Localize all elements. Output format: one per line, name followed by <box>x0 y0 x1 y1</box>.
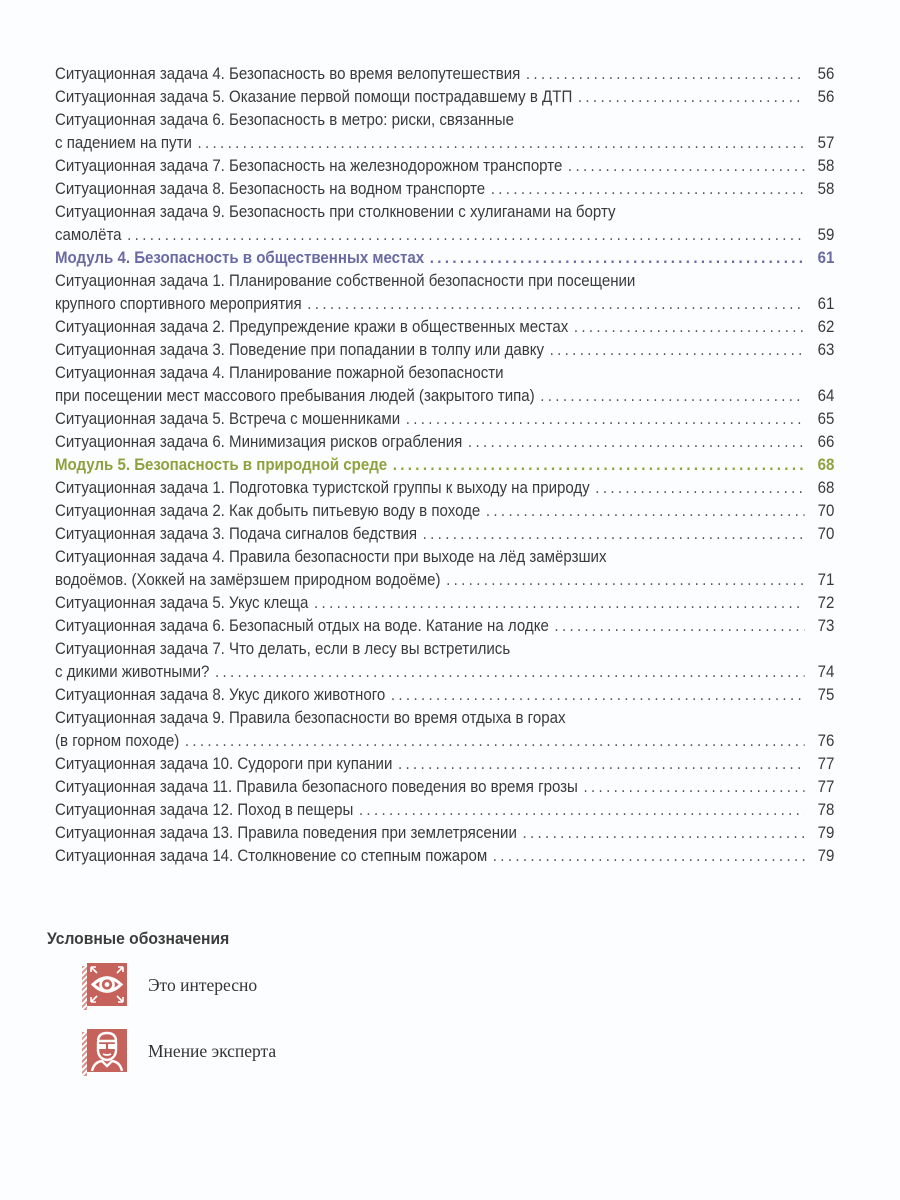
leader-dots <box>550 339 805 362</box>
toc-page-number: 71 <box>817 571 835 589</box>
toc-entry <box>55 615 834 638</box>
leader-dots <box>486 500 805 523</box>
toc-entry-title: Ситуационная задача 10. Судороги при купании <box>55 755 393 773</box>
eye-icon <box>82 963 130 1008</box>
leader-dots <box>423 523 805 546</box>
toc-line <box>55 431 834 454</box>
table-of-contents <box>55 63 834 868</box>
legend-label: Мнение эксперта <box>148 1041 277 1061</box>
leader-dots <box>554 615 804 638</box>
toc-entry-title: Ситуационная задача 12. Поход в пещеры <box>55 801 354 819</box>
toc-entry <box>55 477 834 500</box>
toc-entry <box>55 546 834 592</box>
toc-page-number: 64 <box>817 387 835 405</box>
leader-dots <box>430 247 805 270</box>
toc-entry-title: Ситуационная задача 2. Как добыть питьевую воду в походе <box>55 502 481 520</box>
toc-page-number: 61 <box>817 295 835 313</box>
toc-page-number: 56 <box>817 88 835 106</box>
legend-label: Это интересно <box>148 975 258 995</box>
toc-line <box>55 247 834 270</box>
toc-entry <box>55 63 834 86</box>
toc-line <box>55 293 834 316</box>
leader-dots <box>568 155 805 178</box>
toc-line <box>55 155 834 178</box>
toc-page-number: 58 <box>817 157 835 175</box>
leader-dots <box>493 845 805 868</box>
legend <box>47 929 276 1074</box>
toc-entry-title: Ситуационная задача 4. Планирование пожарной безопасности <box>55 364 504 382</box>
toc-entry-title: Ситуационная задача 3. Поведение при попадании в толпу или давку <box>55 341 545 359</box>
toc-entry-title: Ситуационная задача 6. Минимизация рисков ограбления <box>55 433 463 451</box>
toc-entry-title: при посещении мест массового пребывания людей (закрытого типа) <box>55 387 535 405</box>
toc-line <box>55 753 834 776</box>
leader-dots <box>185 730 805 753</box>
toc-page-number: 65 <box>817 410 835 428</box>
leader-dots <box>391 684 805 707</box>
toc-entry-title: Ситуационная задача 11. Правила безопасного поведения во время грозы <box>55 778 578 796</box>
toc-entry-title: Ситуационная задача 14. Столкновение со степным пожаром <box>55 847 488 865</box>
toc-line <box>55 500 834 523</box>
leader-dots <box>197 132 804 155</box>
toc-entry-title: Модуль 4. Безопасность в общественных местах <box>55 249 425 267</box>
toc-page-number: 79 <box>817 847 835 865</box>
leader-dots <box>574 316 805 339</box>
toc-entry-title: Ситуационная задача 13. Правила поведения при землетрясении <box>55 824 517 842</box>
leader-dots <box>522 822 804 845</box>
toc-entry <box>55 638 834 684</box>
toc-entry-title: Ситуационная задача 8. Безопасность на водном транспорте <box>55 180 486 198</box>
toc-entry <box>55 339 834 362</box>
toc-entry-title: Ситуационная задача 9. Безопасность при столкновении с хулиганами на борту <box>55 203 616 221</box>
toc-entry <box>55 408 834 431</box>
toc-line <box>55 339 834 362</box>
toc-line <box>55 454 834 477</box>
toc-line <box>55 546 834 569</box>
toc-entry <box>55 362 834 408</box>
toc-page-number: 68 <box>817 479 835 497</box>
toc-page-number: 70 <box>817 525 835 543</box>
toc-line <box>55 523 834 546</box>
toc-page-number: 59 <box>817 226 835 244</box>
toc-entry <box>55 684 834 707</box>
toc-page-number: 77 <box>817 755 835 773</box>
toc-entry <box>55 431 834 454</box>
toc-line <box>55 109 834 132</box>
toc-line <box>55 730 834 753</box>
toc-page-number: 72 <box>817 594 835 612</box>
toc-page-number: 57 <box>817 134 835 152</box>
leader-dots <box>578 86 805 109</box>
toc-page-number: 76 <box>817 732 835 750</box>
toc-entry-title: Ситуационная задача 4. Правила безопасности при выходе на лёд замёрзших <box>55 548 607 566</box>
leader-dots <box>127 224 804 247</box>
toc-line <box>55 822 834 845</box>
toc-entry <box>55 822 834 845</box>
toc-line <box>55 316 834 339</box>
toc-entry-title: Ситуационная задача 1. Подготовка туристской группы к выходу на природу <box>55 479 590 497</box>
legend-item-interesting <box>82 963 276 1008</box>
toc-entry <box>55 776 834 799</box>
legend-item-expert <box>82 1029 276 1074</box>
toc-line <box>55 615 834 638</box>
toc-page-number: 63 <box>817 341 835 359</box>
toc-entry-title: Ситуационная задача 6. Безопасность в метро: риски, связанные <box>55 111 514 129</box>
toc-entry <box>55 201 834 247</box>
toc-entry-title: Ситуационная задача 6. Безопасный отдых на воде. Катание на лодке <box>55 617 549 635</box>
toc-page-number: 62 <box>817 318 835 336</box>
toc-line <box>55 63 834 86</box>
toc-line <box>55 385 834 408</box>
toc-entry <box>55 316 834 339</box>
toc-entry <box>55 155 834 178</box>
toc-page-number: 78 <box>817 801 835 819</box>
leader-dots <box>307 293 804 316</box>
toc-line <box>55 224 834 247</box>
toc-line <box>55 201 834 224</box>
toc-entry <box>55 178 834 201</box>
toc-line <box>55 477 834 500</box>
toc-entry-title: Ситуационная задача 3. Подача сигналов бедствия <box>55 525 418 543</box>
toc-page-number: 73 <box>817 617 835 635</box>
toc-entry-title: самолёта <box>55 226 122 244</box>
toc-line <box>55 707 834 730</box>
toc-page-number: 61 <box>817 249 835 267</box>
toc-entry-title: (в горном походе) <box>55 732 180 750</box>
toc-entry-title: Ситуационная задача 7. Что делать, если в лесу вы встретились <box>55 640 511 658</box>
toc-entry-title: Ситуационная задача 2. Предупреждение кражи в общественных местах <box>55 318 569 336</box>
toc-page-number: 56 <box>817 65 835 83</box>
leader-dots <box>314 592 805 615</box>
toc-page-number: 58 <box>817 180 835 198</box>
toc-entry <box>55 707 834 753</box>
toc-page-number: 68 <box>817 456 835 474</box>
leader-dots <box>393 454 805 477</box>
toc-page-number: 75 <box>817 686 835 704</box>
toc-entry-title: Ситуационная задача 4. Безопасность во время велопутешествия <box>55 65 521 83</box>
toc-module-heading <box>55 454 834 477</box>
toc-entry <box>55 845 834 868</box>
toc-line <box>55 178 834 201</box>
toc-line <box>55 270 834 293</box>
toc-line <box>55 661 834 684</box>
toc-line <box>55 569 834 592</box>
toc-page-number: 74 <box>817 663 835 681</box>
leader-dots <box>491 178 805 201</box>
toc-entry <box>55 86 834 109</box>
toc-entry <box>55 592 834 615</box>
leader-dots <box>215 661 805 684</box>
toc-page-number: 66 <box>817 433 835 451</box>
leader-dots <box>583 776 804 799</box>
leader-dots <box>540 385 804 408</box>
toc-entry <box>55 523 834 546</box>
toc-entry <box>55 753 834 776</box>
legend-title: Условные обозначения <box>47 929 230 948</box>
toc-line <box>55 845 834 868</box>
toc-line <box>55 408 834 431</box>
leader-dots <box>595 477 804 500</box>
toc-line <box>55 776 834 799</box>
toc-entry-title: Ситуационная задача 7. Безопасность на железнодорожном транспорте <box>55 157 563 175</box>
toc-page-number: 70 <box>817 502 835 520</box>
expert-icon <box>82 1029 130 1074</box>
toc-entry <box>55 500 834 523</box>
toc-page-number: 77 <box>817 778 835 796</box>
toc-entry <box>55 270 834 316</box>
leader-dots <box>446 569 805 592</box>
toc-line <box>55 86 834 109</box>
toc-entry-title: Ситуационная задача 9. Правила безопасности во время отдыха в горах <box>55 709 566 727</box>
toc-line <box>55 592 834 615</box>
toc-entry-title: Ситуационная задача 5. Оказание первой помощи пострадавшему в ДТП <box>55 88 573 106</box>
toc-line <box>55 684 834 707</box>
toc-entry-title: с дикими животными? <box>55 663 210 681</box>
toc-module-heading <box>55 247 834 270</box>
toc-entry-title: крупного спортивного мероприятия <box>55 295 302 313</box>
toc-line <box>55 362 834 385</box>
toc-entry-title: Ситуационная задача 8. Укус дикого животного <box>55 686 386 704</box>
leader-dots <box>406 408 805 431</box>
leader-dots <box>359 799 805 822</box>
leader-dots <box>398 753 805 776</box>
toc-entry-title: Модуль 5. Безопасность в природной среде <box>55 456 388 474</box>
toc-line <box>55 638 834 661</box>
toc-entry-title: Ситуационная задача 5. Укус клеща <box>55 594 309 612</box>
toc-entry <box>55 799 834 822</box>
toc-entry <box>55 109 834 155</box>
toc-page-number: 79 <box>817 824 835 842</box>
toc-line <box>55 132 834 155</box>
leader-dots <box>468 431 805 454</box>
toc-entry-title: Ситуационная задача 1. Планирование собственной безопасности при посещении <box>55 272 636 290</box>
leader-dots <box>526 63 805 86</box>
toc-entry-title: водоёмов. (Хоккей на замёрзшем природном водоёме) <box>55 571 441 589</box>
toc-line <box>55 799 834 822</box>
toc-entry-title: с падением на пути <box>55 134 192 152</box>
toc-entry-title: Ситуационная задача 5. Встреча с мошенниками <box>55 410 401 428</box>
